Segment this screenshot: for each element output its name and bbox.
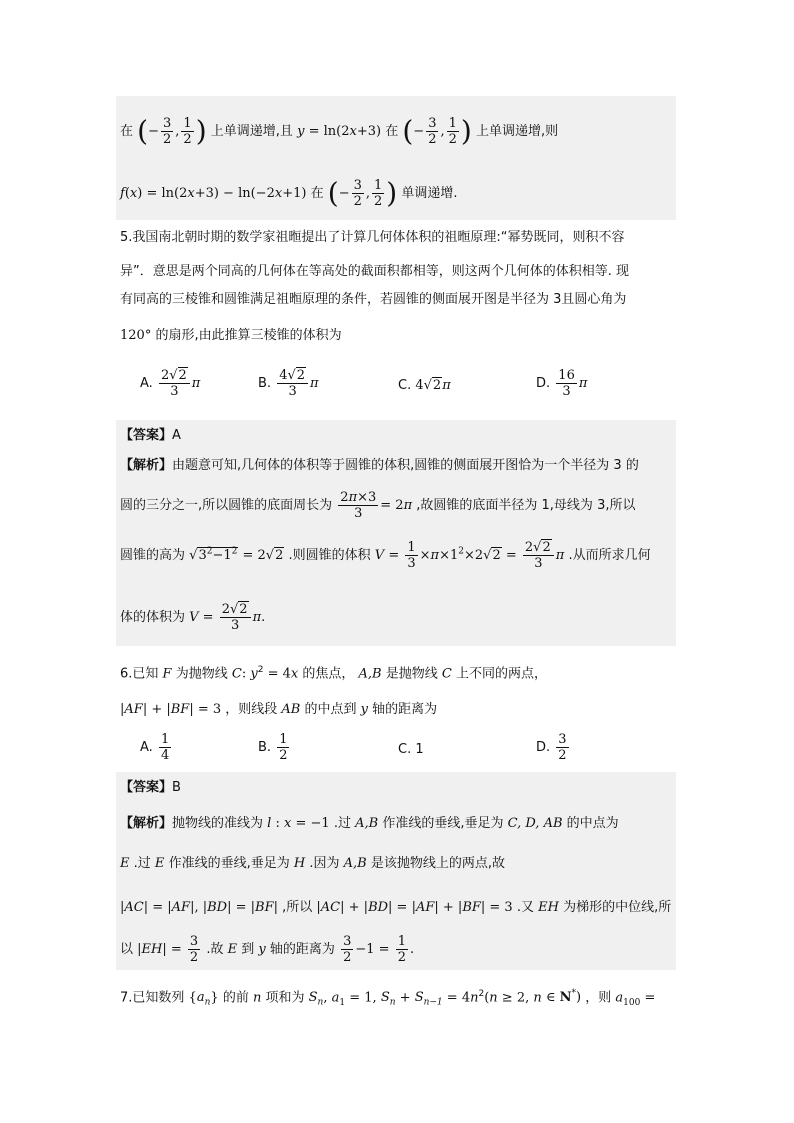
text: 作准线的垂线,垂足为 (168, 856, 290, 871)
text: 到 (241, 942, 255, 957)
text: 为梯形的中位线,所 (563, 900, 672, 915)
text: 是抛物线 (385, 666, 438, 682)
text: 抛物线的准线为 (172, 816, 264, 831)
text: 轴的距离为 (372, 702, 438, 717)
answer-label: 【答案】 (120, 780, 173, 795)
text: 是该抛物线上的两点,故 (370, 856, 505, 871)
q5-analysis-1 (120, 456, 639, 476)
q5-line-3: 有同高的三棱锥和圆锥满足祖暅原理的条件，若圆锥的侧面展开图是半径为 3且圆心角为 (120, 292, 627, 307)
q6-line-2: |AF| + |BF| = 3 ，则线段 AB 的中点到 y 轴的距离为 (120, 702, 438, 717)
q5-analysis-3: 圆锥的高为 $√3^2-1^2 = 2√2$ .则圆锥的体积 V = $\frac{1}{3}$ $\times\pi\times 1^2\times 2√2$ = $\frac{2√2}{3}$ π .从而所求几何 (120, 540, 651, 571)
option-label: D. (536, 740, 551, 755)
text: ，则线段 (225, 702, 278, 717)
text: 6.已知 (120, 666, 159, 682)
option-label: B. (258, 376, 272, 391)
text: 上单调递增,且 (210, 124, 293, 139)
text: 由题意可知,几何体的体积等于圆锥的体积,圆锥的侧面展开图恰为一个半径为 3 的 (172, 458, 639, 473)
text: .过 (333, 816, 351, 831)
text: 在 (310, 186, 324, 201)
text: .则圆锥的体积 (288, 548, 371, 563)
text: 单调递增. (401, 186, 458, 201)
q5-option-b: B. $\frac{4√2}{3}$ π (258, 368, 319, 399)
text: ,所以 (282, 900, 313, 915)
text: 体的体积为 (120, 610, 186, 625)
text: 在 (120, 124, 134, 139)
q5-answer (120, 426, 181, 446)
q7-line-1: 7.已知数列 $\{a_n\}$ 的前 n 项和为 $S_n$, $a_1 = 1$, $S_n + S_{n-1} = 4n^2(n \ge 2$, n ∈ N*) ，则 $a_{100}$ = (120, 989, 656, 1008)
q6-option-c (398, 742, 424, 757)
text: 的焦点， (302, 666, 355, 682)
text: 7.已知数列 (120, 990, 185, 1006)
text: 为抛物线 (175, 666, 228, 682)
answer-value: A (172, 428, 181, 443)
option-label: A. (140, 740, 153, 755)
q6-analysis-1: 【解析】抛物线的准线为 l : x = −1 .过 A,B 作准线的垂线,垂足为 C, D, AB 的中点为 (120, 816, 619, 831)
text: .故 (206, 942, 224, 957)
q5-analysis-2: 圆的三分之一,所以圆锥的底面周长为 $\frac{2\pi\times 3}{3}$ = 2π ,故圆锥的底面半径为 1,母线为 3,所以 (120, 490, 636, 521)
text: 以 (120, 942, 134, 957)
text: ，则 (585, 990, 612, 1006)
top-line-2: f(x) = ln(2x+3) − ln(−2x+1) 在 (− $\frac{3}{2}$ , $\frac{1}{2}$ ) 单调递增. (120, 176, 458, 210)
q5-line-4 (120, 326, 342, 346)
option-label: B. (258, 740, 272, 755)
analysis-label: 【解析】 (120, 816, 173, 831)
text: 上不同的两点， (455, 666, 547, 682)
option-label: C. 1 (398, 742, 424, 757)
q5-option-c: C. 4√2π (398, 378, 451, 393)
q6-analysis-2: E .过 E 作准线的垂线,垂足为 H .因为 A,B 是该抛物线上的两点,故 (120, 856, 505, 871)
text: 在 (385, 124, 399, 139)
q5-line-1: 5.我国南北朝时期的数学家祖暅提出了计算几何体体积的祖暅原理:“幂势既同，则积不容 (120, 230, 625, 245)
text: 的前 (222, 990, 249, 1006)
option-label: D. (536, 376, 551, 391)
text: 轴的距离为 (269, 942, 335, 957)
q6-option-b: B. $\frac{1}{2}$ (258, 732, 288, 763)
answer-value: B (172, 780, 181, 795)
q6-analysis-4: 以 |EH| = $\frac{3}{2}$ .故 E 到 y 轴的距离为 $\frac{3}{2}$ −1 = $\frac{1}{2}$ . (120, 934, 415, 965)
text: ,故圆锥的底面半径为 1,母线为 3,所以 (416, 498, 636, 513)
q6-analysis-3: |AC| = |AF|, |BD| = |BF| ,所以 |AC| + |BD| = |AF| + |BF| = 3 .又 EH 为梯形的中位线,所 (120, 900, 672, 915)
text: .过 (133, 856, 151, 871)
q5-option-d: D. $\frac{16}{3}$ π (536, 368, 588, 399)
q6-option-d: D. $\frac{3}{2}$ (536, 732, 567, 763)
text: .从而所求几何 (568, 548, 651, 563)
answer-label: 【答案】 (120, 428, 173, 443)
text: 项和为 (265, 990, 305, 1006)
q6-line-1: 6.已知 F 为抛物线 C: $y^2 = 4x$ 的焦点， A,B 是抛物线 C 上不同的两点， (120, 665, 547, 682)
q6-option-a: A. $\frac{1}{4}$ (140, 732, 170, 763)
analysis-label: 【解析】 (120, 458, 173, 473)
option-label: C. (398, 378, 412, 393)
text: 圆的三分之一,所以圆锥的底面周长为 (120, 498, 333, 513)
text: 上单调递增,则 (475, 124, 559, 139)
q5-analysis-4: 体的体积为 V = $\frac{2√2}{3}$ π. (120, 602, 266, 633)
text: .又 (516, 900, 534, 915)
q6-answer (120, 778, 181, 798)
angle-value: 120° (120, 328, 152, 343)
option-label: A. (140, 376, 153, 391)
text: 作准线的垂线,垂足为 (382, 816, 504, 831)
text: .因为 (309, 856, 340, 871)
q5-line-2: 异”．意思是两个同高的几何体在等高处的截面积都相等，则这两个几何体的体积相等. 现 (120, 264, 630, 279)
text: 的中点到 (304, 702, 357, 717)
top-line-1: 在 (− $\frac{3}{2}$ , $\frac{1}{2}$ ) 上单调递增,且 y = ln(2x+3) 在 (− $\frac{3}{2}$ , $\frac{1}{2}$ ) 上单调递增,则 (120, 114, 559, 148)
text: 的中点为 (566, 816, 619, 831)
text: 的扇形,由此推算三棱锥的体积为 (155, 328, 342, 343)
text: 圆锥的高为 (120, 548, 186, 563)
q5-option-a: A. $\frac{2√2}{3}$ π (140, 368, 201, 399)
